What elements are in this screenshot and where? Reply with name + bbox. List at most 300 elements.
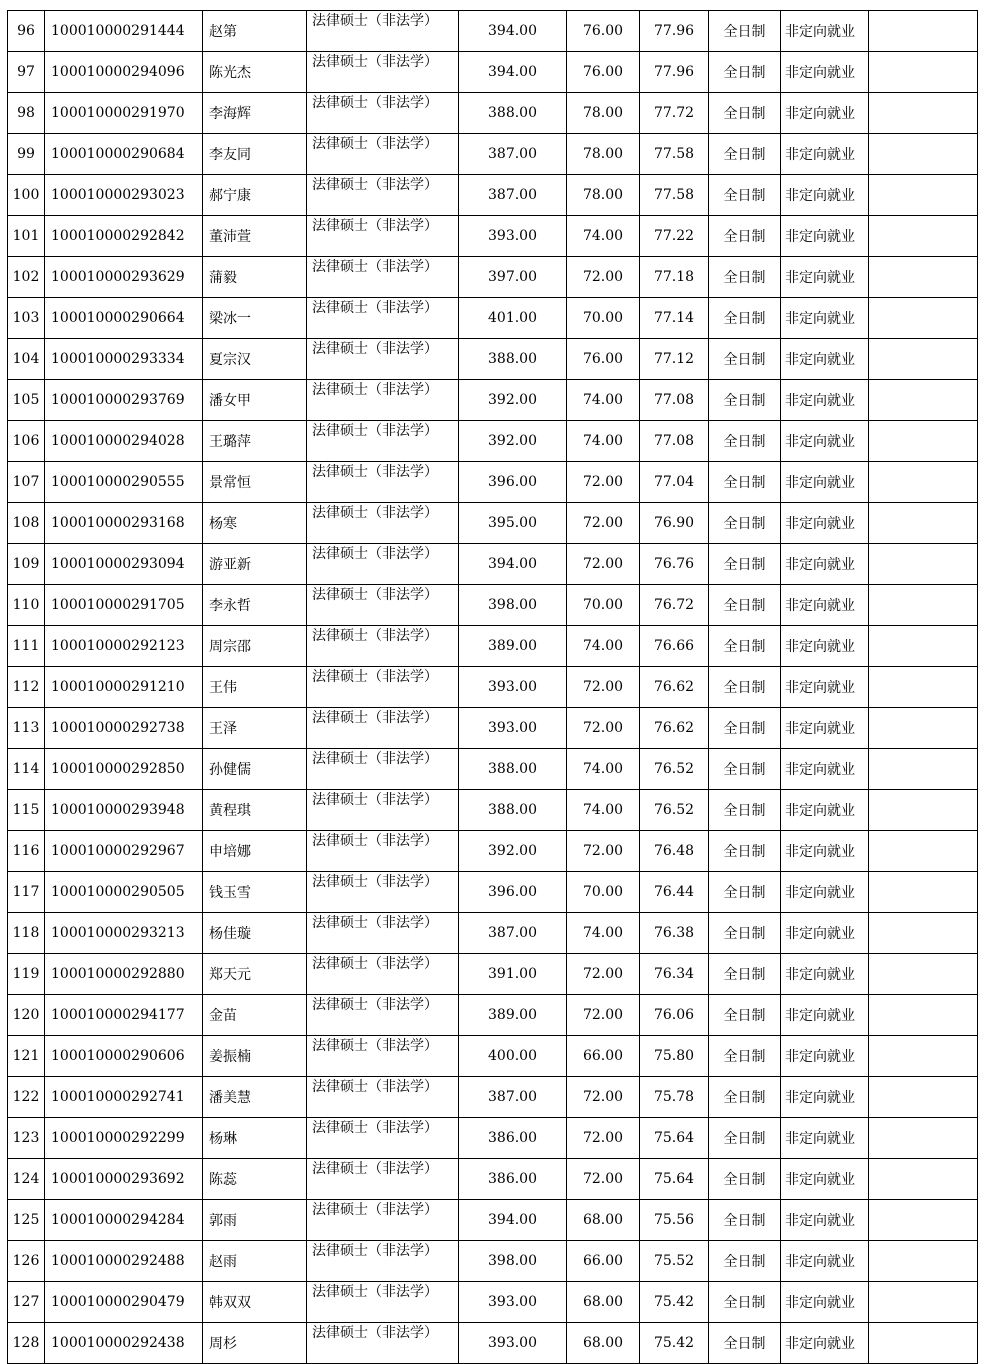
candidate-name: 周宗邵 xyxy=(203,626,307,667)
initial-exam-score: 397.00 xyxy=(459,257,567,298)
table-row xyxy=(8,1282,978,1323)
employment-direction: 非定向就业 xyxy=(781,585,869,626)
remarks-cell xyxy=(869,667,978,708)
row-number: 113 xyxy=(8,708,45,749)
study-mode: 全日制 xyxy=(709,626,781,667)
employment-direction: 非定向就业 xyxy=(781,544,869,585)
employment-direction: 非定向就业 xyxy=(781,995,869,1036)
initial-exam-score: 394.00 xyxy=(459,544,567,585)
major-name: 法律硕士（非法学） xyxy=(307,1118,459,1159)
employment-direction: 非定向就业 xyxy=(781,1036,869,1077)
candidate-id: 100010000293769 xyxy=(45,380,203,421)
candidate-id: 100010000292123 xyxy=(45,626,203,667)
employment-direction: 非定向就业 xyxy=(781,380,869,421)
study-mode: 全日制 xyxy=(709,462,781,503)
initial-exam-score: 392.00 xyxy=(459,380,567,421)
study-mode: 全日制 xyxy=(709,134,781,175)
employment-direction: 非定向就业 xyxy=(781,216,869,257)
initial-exam-score: 392.00 xyxy=(459,831,567,872)
candidate-id: 100010000294028 xyxy=(45,421,203,462)
candidate-id: 100010000292842 xyxy=(45,216,203,257)
row-number: 125 xyxy=(8,1200,45,1241)
major-name: 法律硕士（非法学） xyxy=(307,93,459,134)
row-number: 109 xyxy=(8,544,45,585)
remarks-cell xyxy=(869,954,978,995)
retest-score: 74.00 xyxy=(567,790,640,831)
retest-score: 78.00 xyxy=(567,175,640,216)
retest-score: 68.00 xyxy=(567,1200,640,1241)
total-score: 77.08 xyxy=(640,380,709,421)
table-row xyxy=(8,11,978,52)
candidate-id: 100010000293629 xyxy=(45,257,203,298)
study-mode: 全日制 xyxy=(709,1200,781,1241)
candidate-name: 金苗 xyxy=(203,995,307,1036)
table-row xyxy=(8,954,978,995)
table-row xyxy=(8,1241,978,1282)
candidate-name: 孙健儒 xyxy=(203,749,307,790)
remarks-cell xyxy=(869,1077,978,1118)
row-number: 105 xyxy=(8,380,45,421)
candidate-id: 100010000292738 xyxy=(45,708,203,749)
major-name: 法律硕士（非法学） xyxy=(307,1077,459,1118)
row-number: 116 xyxy=(8,831,45,872)
major-name: 法律硕士（非法学） xyxy=(307,749,459,790)
row-number: 123 xyxy=(8,1118,45,1159)
initial-exam-score: 394.00 xyxy=(459,11,567,52)
employment-direction: 非定向就业 xyxy=(781,339,869,380)
initial-exam-score: 394.00 xyxy=(459,52,567,93)
major-name: 法律硕士（非法学） xyxy=(307,708,459,749)
candidate-name: 潘女甲 xyxy=(203,380,307,421)
major-name: 法律硕士（非法学） xyxy=(307,913,459,954)
study-mode: 全日制 xyxy=(709,995,781,1036)
row-number: 107 xyxy=(8,462,45,503)
employment-direction: 非定向就业 xyxy=(781,257,869,298)
retest-score: 72.00 xyxy=(567,954,640,995)
candidate-name: 郝宁康 xyxy=(203,175,307,216)
remarks-cell xyxy=(869,1200,978,1241)
employment-direction: 非定向就业 xyxy=(781,93,869,134)
study-mode: 全日制 xyxy=(709,52,781,93)
total-score: 75.78 xyxy=(640,1077,709,1118)
row-number: 102 xyxy=(8,257,45,298)
initial-exam-score: 386.00 xyxy=(459,1159,567,1200)
row-number: 98 xyxy=(8,93,45,134)
row-number: 119 xyxy=(8,954,45,995)
major-name: 法律硕士（非法学） xyxy=(307,11,459,52)
candidate-id: 100010000293168 xyxy=(45,503,203,544)
candidate-id: 100010000290505 xyxy=(45,872,203,913)
row-number: 112 xyxy=(8,667,45,708)
candidate-name: 陈蕊 xyxy=(203,1159,307,1200)
table-row xyxy=(8,503,978,544)
table-row xyxy=(8,93,978,134)
retest-score: 72.00 xyxy=(567,995,640,1036)
major-name: 法律硕士（非法学） xyxy=(307,175,459,216)
candidate-name: 王泽 xyxy=(203,708,307,749)
total-score: 76.48 xyxy=(640,831,709,872)
major-name: 法律硕士（非法学） xyxy=(307,462,459,503)
total-score: 76.66 xyxy=(640,626,709,667)
retest-score: 76.00 xyxy=(567,11,640,52)
major-name: 法律硕士（非法学） xyxy=(307,831,459,872)
candidate-name: 申培娜 xyxy=(203,831,307,872)
retest-score: 72.00 xyxy=(567,1159,640,1200)
initial-exam-score: 387.00 xyxy=(459,913,567,954)
candidate-id: 100010000294096 xyxy=(45,52,203,93)
study-mode: 全日制 xyxy=(709,667,781,708)
total-score: 76.52 xyxy=(640,749,709,790)
total-score: 76.62 xyxy=(640,708,709,749)
table-row xyxy=(8,544,978,585)
candidate-name: 杨佳璇 xyxy=(203,913,307,954)
row-number: 103 xyxy=(8,298,45,339)
major-name: 法律硕士（非法学） xyxy=(307,954,459,995)
candidate-name: 李海辉 xyxy=(203,93,307,134)
remarks-cell xyxy=(869,1118,978,1159)
initial-exam-score: 393.00 xyxy=(459,216,567,257)
initial-exam-score: 392.00 xyxy=(459,421,567,462)
retest-score: 74.00 xyxy=(567,749,640,790)
table-row xyxy=(8,1159,978,1200)
major-name: 法律硕士（非法学） xyxy=(307,626,459,667)
remarks-cell xyxy=(869,421,978,462)
initial-exam-score: 400.00 xyxy=(459,1036,567,1077)
major-name: 法律硕士（非法学） xyxy=(307,421,459,462)
major-name: 法律硕士（非法学） xyxy=(307,1159,459,1200)
retest-score: 72.00 xyxy=(567,503,640,544)
row-number: 99 xyxy=(8,134,45,175)
employment-direction: 非定向就业 xyxy=(781,708,869,749)
study-mode: 全日制 xyxy=(709,954,781,995)
row-number: 108 xyxy=(8,503,45,544)
study-mode: 全日制 xyxy=(709,1118,781,1159)
major-name: 法律硕士（非法学） xyxy=(307,257,459,298)
table-row xyxy=(8,1077,978,1118)
study-mode: 全日制 xyxy=(709,503,781,544)
major-name: 法律硕士（非法学） xyxy=(307,339,459,380)
remarks-cell xyxy=(869,544,978,585)
total-score: 75.42 xyxy=(640,1323,709,1364)
total-score: 76.38 xyxy=(640,913,709,954)
remarks-cell xyxy=(869,749,978,790)
remarks-cell xyxy=(869,216,978,257)
initial-exam-score: 401.00 xyxy=(459,298,567,339)
retest-score: 68.00 xyxy=(567,1323,640,1364)
candidate-name: 韩双双 xyxy=(203,1282,307,1323)
retest-score: 72.00 xyxy=(567,667,640,708)
remarks-cell xyxy=(869,831,978,872)
employment-direction: 非定向就业 xyxy=(781,175,869,216)
retest-score: 74.00 xyxy=(567,380,640,421)
retest-score: 74.00 xyxy=(567,913,640,954)
initial-exam-score: 394.00 xyxy=(459,1200,567,1241)
study-mode: 全日制 xyxy=(709,175,781,216)
retest-score: 74.00 xyxy=(567,626,640,667)
candidate-name: 景常恒 xyxy=(203,462,307,503)
remarks-cell xyxy=(869,52,978,93)
retest-score: 74.00 xyxy=(567,421,640,462)
study-mode: 全日制 xyxy=(709,831,781,872)
candidate-id: 100010000290664 xyxy=(45,298,203,339)
employment-direction: 非定向就业 xyxy=(781,790,869,831)
remarks-cell xyxy=(869,585,978,626)
candidate-name: 游亚新 xyxy=(203,544,307,585)
retest-score: 78.00 xyxy=(567,134,640,175)
employment-direction: 非定向就业 xyxy=(781,1077,869,1118)
candidate-name: 王璐萍 xyxy=(203,421,307,462)
employment-direction: 非定向就业 xyxy=(781,749,869,790)
study-mode: 全日制 xyxy=(709,93,781,134)
row-number: 101 xyxy=(8,216,45,257)
total-score: 77.04 xyxy=(640,462,709,503)
initial-exam-score: 387.00 xyxy=(459,1077,567,1118)
candidate-id: 100010000293213 xyxy=(45,913,203,954)
employment-direction: 非定向就业 xyxy=(781,462,869,503)
retest-score: 70.00 xyxy=(567,298,640,339)
candidate-id: 100010000292741 xyxy=(45,1077,203,1118)
row-number: 106 xyxy=(8,421,45,462)
candidate-id: 100010000294284 xyxy=(45,1200,203,1241)
candidate-name: 杨琳 xyxy=(203,1118,307,1159)
major-name: 法律硕士（非法学） xyxy=(307,790,459,831)
remarks-cell xyxy=(869,1241,978,1282)
retest-score: 78.00 xyxy=(567,93,640,134)
candidate-id: 100010000293094 xyxy=(45,544,203,585)
row-number: 97 xyxy=(8,52,45,93)
table-row xyxy=(8,790,978,831)
major-name: 法律硕士（非法学） xyxy=(307,544,459,585)
employment-direction: 非定向就业 xyxy=(781,1159,869,1200)
total-score: 76.76 xyxy=(640,544,709,585)
major-name: 法律硕士（非法学） xyxy=(307,1241,459,1282)
initial-exam-score: 388.00 xyxy=(459,339,567,380)
initial-exam-score: 388.00 xyxy=(459,93,567,134)
major-name: 法律硕士（非法学） xyxy=(307,1323,459,1364)
study-mode: 全日制 xyxy=(709,872,781,913)
study-mode: 全日制 xyxy=(709,298,781,339)
retest-score: 72.00 xyxy=(567,257,640,298)
remarks-cell xyxy=(869,1323,978,1364)
study-mode: 全日制 xyxy=(709,790,781,831)
major-name: 法律硕士（非法学） xyxy=(307,1036,459,1077)
remarks-cell xyxy=(869,790,978,831)
study-mode: 全日制 xyxy=(709,585,781,626)
remarks-cell xyxy=(869,257,978,298)
table-row xyxy=(8,52,978,93)
employment-direction: 非定向就业 xyxy=(781,1200,869,1241)
retest-score: 66.00 xyxy=(567,1241,640,1282)
remarks-cell xyxy=(869,298,978,339)
remarks-cell xyxy=(869,1159,978,1200)
candidate-name: 周杉 xyxy=(203,1323,307,1364)
employment-direction: 非定向就业 xyxy=(781,667,869,708)
table-row xyxy=(8,421,978,462)
major-name: 法律硕士（非法学） xyxy=(307,380,459,421)
row-number: 117 xyxy=(8,872,45,913)
initial-exam-score: 393.00 xyxy=(459,708,567,749)
total-score: 76.72 xyxy=(640,585,709,626)
row-number: 128 xyxy=(8,1323,45,1364)
candidate-id: 100010000291444 xyxy=(45,11,203,52)
candidate-name: 姜振楠 xyxy=(203,1036,307,1077)
candidate-id: 100010000291705 xyxy=(45,585,203,626)
retest-score: 72.00 xyxy=(567,1077,640,1118)
total-score: 77.18 xyxy=(640,257,709,298)
major-name: 法律硕士（非法学） xyxy=(307,52,459,93)
employment-direction: 非定向就业 xyxy=(781,503,869,544)
study-mode: 全日制 xyxy=(709,1036,781,1077)
study-mode: 全日制 xyxy=(709,339,781,380)
candidate-id: 100010000292488 xyxy=(45,1241,203,1282)
total-score: 76.62 xyxy=(640,667,709,708)
table-row xyxy=(8,1200,978,1241)
candidate-name: 陈光杰 xyxy=(203,52,307,93)
major-name: 法律硕士（非法学） xyxy=(307,585,459,626)
retest-score: 66.00 xyxy=(567,1036,640,1077)
row-number: 122 xyxy=(8,1077,45,1118)
table-row xyxy=(8,626,978,667)
remarks-cell xyxy=(869,995,978,1036)
study-mode: 全日制 xyxy=(709,1323,781,1364)
total-score: 77.12 xyxy=(640,339,709,380)
employment-direction: 非定向就业 xyxy=(781,626,869,667)
total-score: 75.64 xyxy=(640,1118,709,1159)
initial-exam-score: 395.00 xyxy=(459,503,567,544)
candidate-name: 黄程琪 xyxy=(203,790,307,831)
candidate-id: 100010000291210 xyxy=(45,667,203,708)
row-number: 114 xyxy=(8,749,45,790)
table-row xyxy=(8,1118,978,1159)
major-name: 法律硕士（非法学） xyxy=(307,503,459,544)
row-number: 104 xyxy=(8,339,45,380)
initial-exam-score: 388.00 xyxy=(459,790,567,831)
row-number: 126 xyxy=(8,1241,45,1282)
employment-direction: 非定向就业 xyxy=(781,52,869,93)
remarks-cell xyxy=(869,339,978,380)
candidate-id: 100010000291970 xyxy=(45,93,203,134)
candidate-name: 李永哲 xyxy=(203,585,307,626)
major-name: 法律硕士（非法学） xyxy=(307,134,459,175)
candidate-id: 100010000294177 xyxy=(45,995,203,1036)
employment-direction: 非定向就业 xyxy=(781,831,869,872)
study-mode: 全日制 xyxy=(709,216,781,257)
total-score: 76.06 xyxy=(640,995,709,1036)
row-number: 118 xyxy=(8,913,45,954)
initial-exam-score: 398.00 xyxy=(459,585,567,626)
retest-score: 72.00 xyxy=(567,544,640,585)
remarks-cell xyxy=(869,708,978,749)
remarks-cell xyxy=(869,1036,978,1077)
candidate-name: 王伟 xyxy=(203,667,307,708)
candidate-id: 100010000290479 xyxy=(45,1282,203,1323)
major-name: 法律硕士（非法学） xyxy=(307,298,459,339)
initial-exam-score: 388.00 xyxy=(459,749,567,790)
table-row xyxy=(8,831,978,872)
total-score: 77.72 xyxy=(640,93,709,134)
table-row xyxy=(8,995,978,1036)
table-row xyxy=(8,462,978,503)
initial-exam-score: 396.00 xyxy=(459,462,567,503)
candidate-id: 100010000293334 xyxy=(45,339,203,380)
admission-list-table xyxy=(7,10,978,1364)
major-name: 法律硕士（非法学） xyxy=(307,216,459,257)
row-number: 127 xyxy=(8,1282,45,1323)
employment-direction: 非定向就业 xyxy=(781,1282,869,1323)
employment-direction: 非定向就业 xyxy=(781,134,869,175)
study-mode: 全日制 xyxy=(709,1077,781,1118)
candidate-id: 100010000293948 xyxy=(45,790,203,831)
total-score: 75.64 xyxy=(640,1159,709,1200)
row-number: 100 xyxy=(8,175,45,216)
employment-direction: 非定向就业 xyxy=(781,913,869,954)
employment-direction: 非定向就业 xyxy=(781,1323,869,1364)
employment-direction: 非定向就业 xyxy=(781,1241,869,1282)
candidate-id: 100010000292967 xyxy=(45,831,203,872)
candidate-name: 郑天元 xyxy=(203,954,307,995)
remarks-cell xyxy=(869,380,978,421)
table-row xyxy=(8,175,978,216)
retest-score: 72.00 xyxy=(567,831,640,872)
table-row xyxy=(8,1323,978,1364)
initial-exam-score: 387.00 xyxy=(459,175,567,216)
study-mode: 全日制 xyxy=(709,380,781,421)
employment-direction: 非定向就业 xyxy=(781,298,869,339)
candidate-name: 夏宗汉 xyxy=(203,339,307,380)
table-row xyxy=(8,216,978,257)
remarks-cell xyxy=(869,462,978,503)
study-mode: 全日制 xyxy=(709,749,781,790)
candidate-id: 100010000293023 xyxy=(45,175,203,216)
retest-score: 72.00 xyxy=(567,708,640,749)
study-mode: 全日制 xyxy=(709,1241,781,1282)
major-name: 法律硕士（非法学） xyxy=(307,1282,459,1323)
remarks-cell xyxy=(869,93,978,134)
table-row xyxy=(8,257,978,298)
candidate-id: 100010000293692 xyxy=(45,1159,203,1200)
candidate-name: 杨寒 xyxy=(203,503,307,544)
candidate-name: 钱玉雪 xyxy=(203,872,307,913)
table-row xyxy=(8,913,978,954)
retest-score: 70.00 xyxy=(567,585,640,626)
candidate-id: 100010000292299 xyxy=(45,1118,203,1159)
initial-exam-score: 386.00 xyxy=(459,1118,567,1159)
initial-exam-score: 393.00 xyxy=(459,667,567,708)
initial-exam-score: 393.00 xyxy=(459,1323,567,1364)
row-number: 110 xyxy=(8,585,45,626)
remarks-cell xyxy=(869,11,978,52)
initial-exam-score: 389.00 xyxy=(459,995,567,1036)
table-row xyxy=(8,872,978,913)
table-row xyxy=(8,749,978,790)
retest-score: 68.00 xyxy=(567,1282,640,1323)
total-score: 76.52 xyxy=(640,790,709,831)
total-score: 76.34 xyxy=(640,954,709,995)
total-score: 76.44 xyxy=(640,872,709,913)
study-mode: 全日制 xyxy=(709,11,781,52)
candidate-id: 100010000290684 xyxy=(45,134,203,175)
study-mode: 全日制 xyxy=(709,1282,781,1323)
remarks-cell xyxy=(869,503,978,544)
initial-exam-score: 391.00 xyxy=(459,954,567,995)
candidate-id: 100010000292880 xyxy=(45,954,203,995)
study-mode: 全日制 xyxy=(709,1159,781,1200)
table-row xyxy=(8,585,978,626)
row-number: 115 xyxy=(8,790,45,831)
remarks-cell xyxy=(869,134,978,175)
total-score: 75.42 xyxy=(640,1282,709,1323)
study-mode: 全日制 xyxy=(709,544,781,585)
